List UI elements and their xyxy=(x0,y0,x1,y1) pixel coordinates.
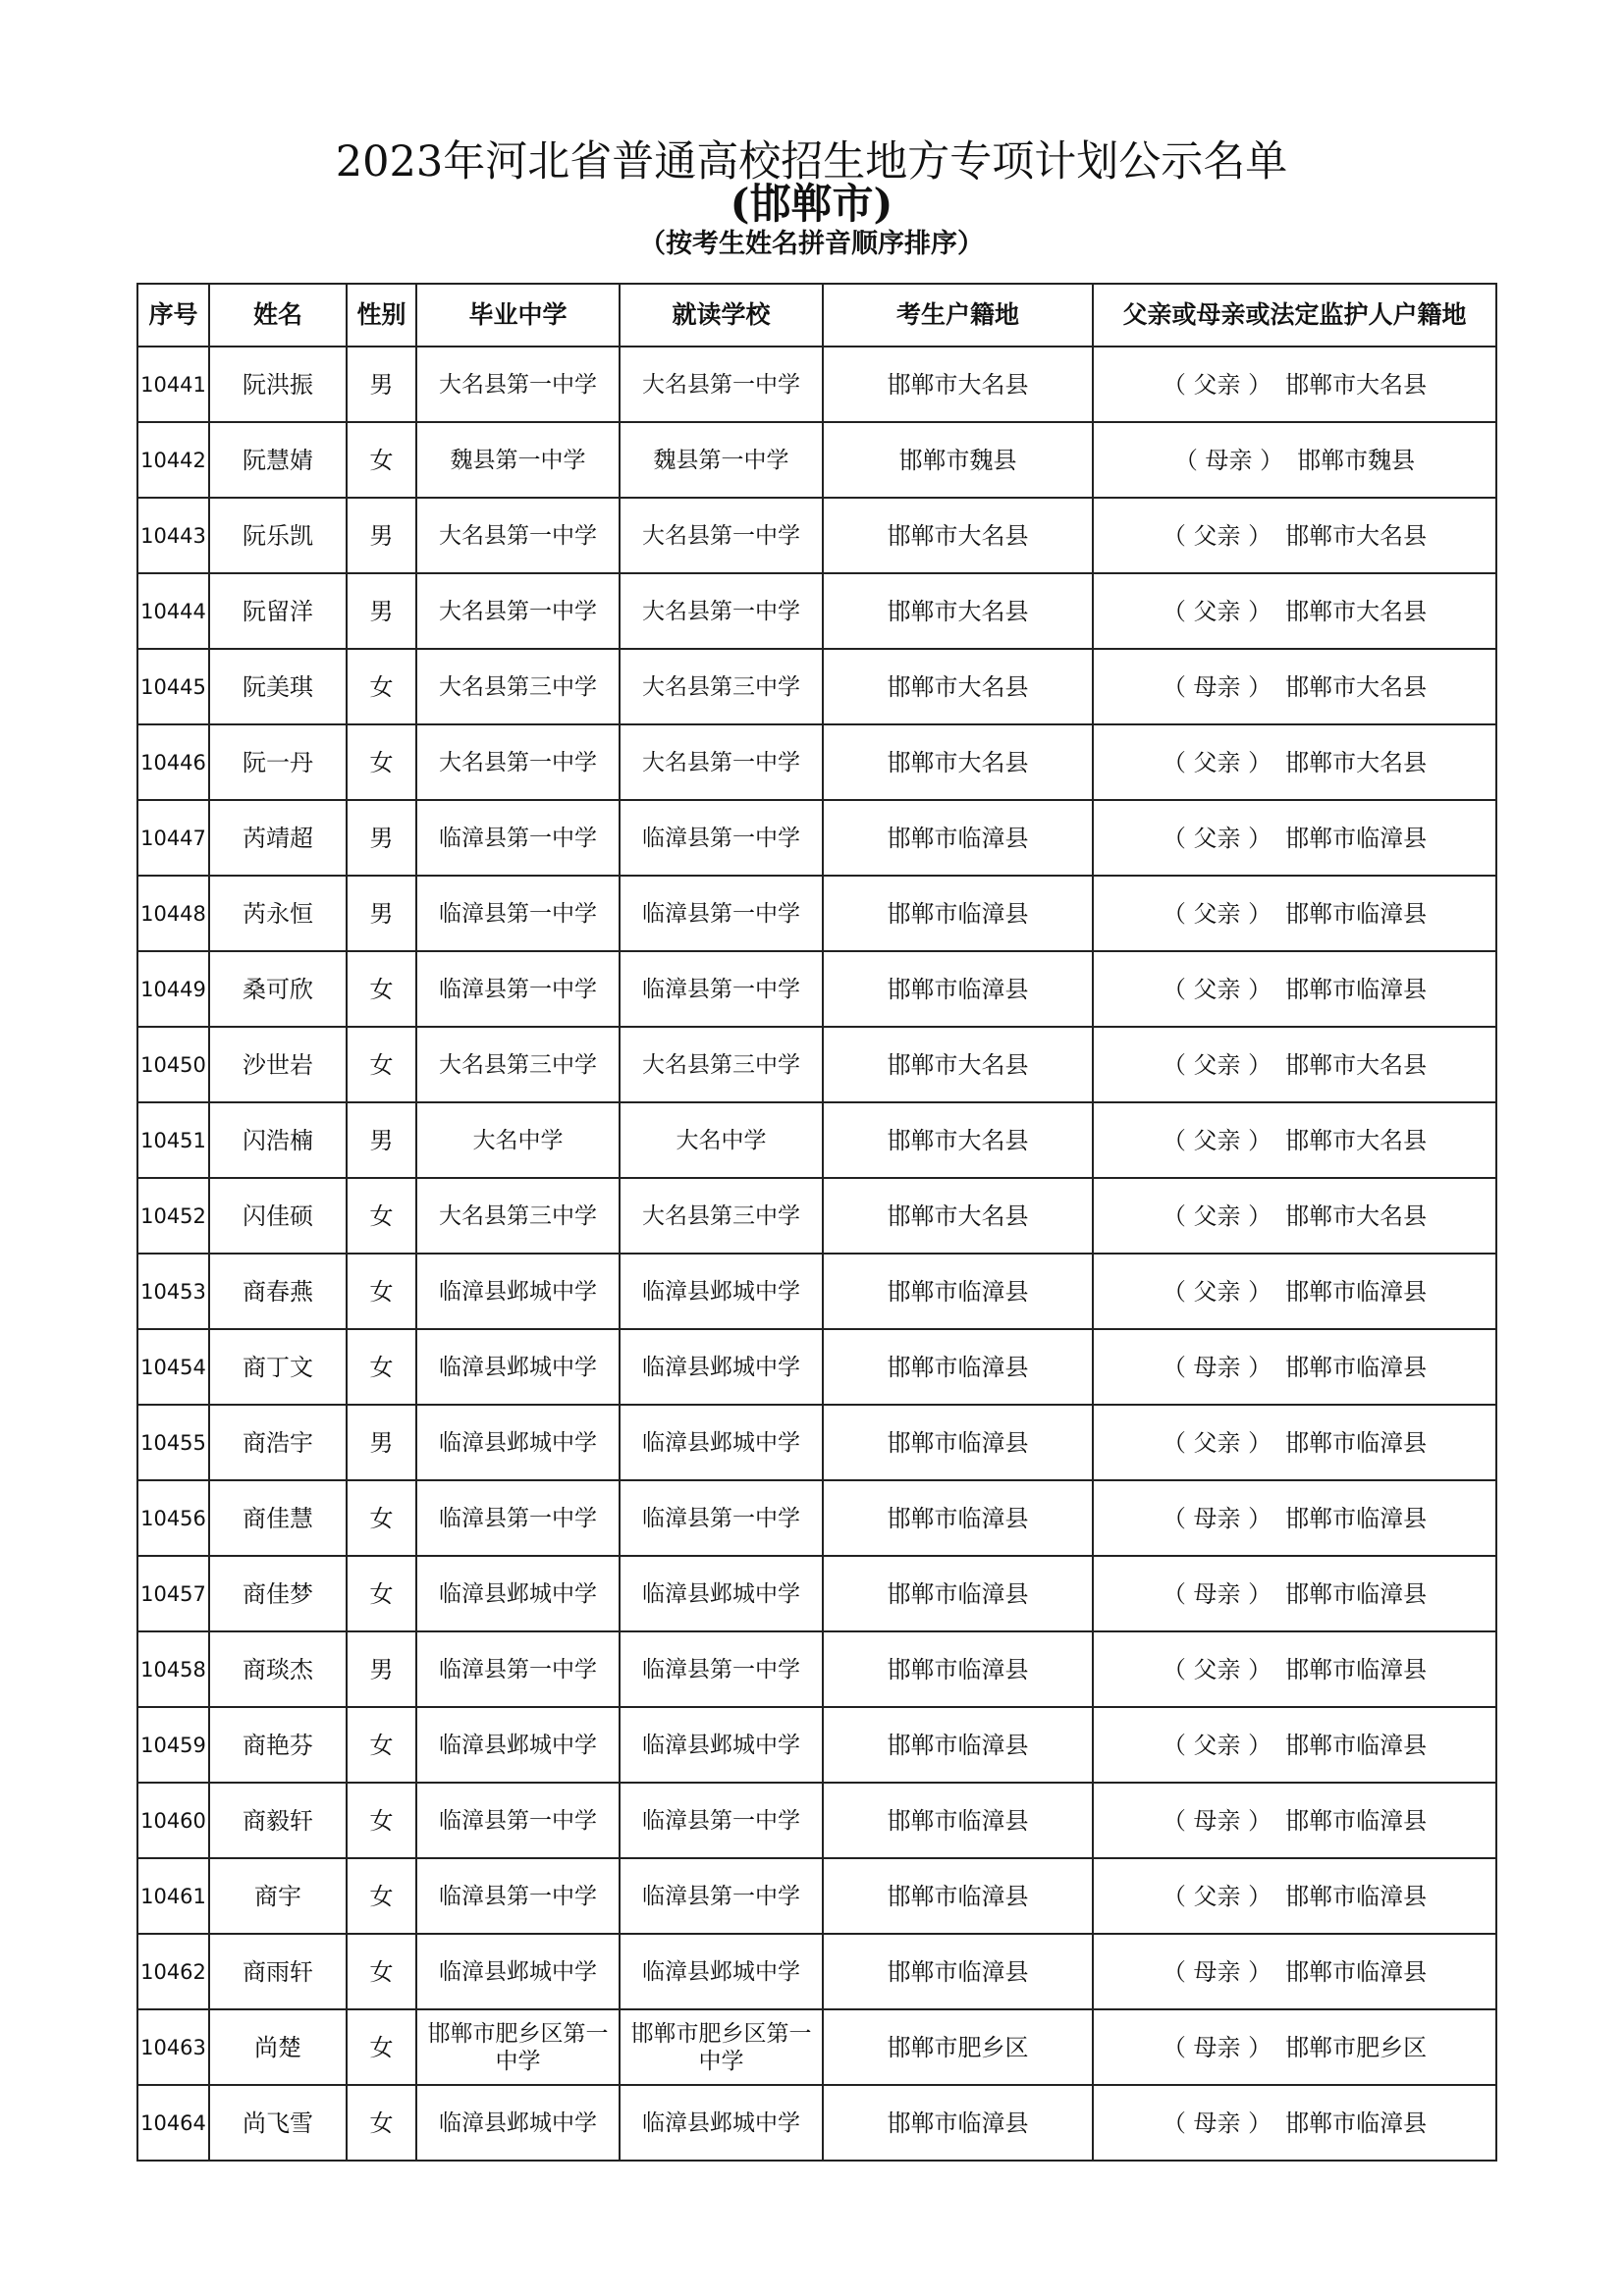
cell-student-name: 阮慧婧 xyxy=(209,422,347,498)
cell-current-school: 临漳县第一中学 xyxy=(620,951,823,1027)
cell-serial-number: 10441 xyxy=(137,347,209,422)
table-body xyxy=(137,347,1496,2161)
guardian-relation: （ 母亲 ） xyxy=(1162,2033,1272,2061)
cell-current-school: 临漳县第一中学 xyxy=(620,1480,823,1556)
guardian-relation: （ 母亲 ） xyxy=(1162,1806,1272,1835)
column-header-gender: 性别 xyxy=(347,284,416,347)
table-header xyxy=(137,284,1496,347)
table-row xyxy=(137,1556,1496,1631)
cell-student-hukou: 邯郸市临漳县 xyxy=(823,1480,1093,1556)
cell-guardian-hukou xyxy=(1093,422,1496,498)
guardian-location: 邯郸市大名县 xyxy=(1285,521,1428,550)
cell-serial-number: 10456 xyxy=(137,1480,209,1556)
cell-serial-number: 10458 xyxy=(137,1631,209,1707)
cell-graduated-school: 临漳县第一中学 xyxy=(416,876,620,951)
guardian-location: 邯郸市肥乡区 xyxy=(1285,2033,1428,2061)
guardian-location: 邯郸市大名县 xyxy=(1285,597,1428,625)
guardian-relation: （ 父亲 ） xyxy=(1162,899,1272,928)
header-row xyxy=(137,284,1496,347)
cell-current-school: 临漳县邺城中学 xyxy=(620,1405,823,1480)
cell-student-name: 商浩宇 xyxy=(209,1405,347,1480)
cell-current-school: 大名县第一中学 xyxy=(620,573,823,649)
cell-guardian-hukou xyxy=(1093,1254,1496,1329)
cell-guardian-hukou xyxy=(1093,724,1496,800)
cell-gender: 女 xyxy=(347,1556,416,1631)
cell-current-school: 大名县第三中学 xyxy=(620,1178,823,1254)
cell-student-name: 商雨轩 xyxy=(209,1934,347,2009)
cell-graduated-school: 邯郸市肥乡区第一中学 xyxy=(416,2009,620,2085)
guardian-relation: （ 父亲 ） xyxy=(1162,370,1272,399)
table-row xyxy=(137,1329,1496,1405)
cell-student-hukou: 邯郸市大名县 xyxy=(823,1102,1093,1178)
cell-student-hukou: 邯郸市临漳县 xyxy=(823,1783,1093,1858)
cell-current-school: 临漳县第一中学 xyxy=(620,1858,823,1934)
cell-serial-number: 10451 xyxy=(137,1102,209,1178)
table-row xyxy=(137,1783,1496,1858)
table-row xyxy=(137,573,1496,649)
cell-student-hukou: 邯郸市临漳县 xyxy=(823,1934,1093,2009)
guardian-location: 邯郸市临漳县 xyxy=(1285,899,1428,928)
cell-serial-number: 10452 xyxy=(137,1178,209,1254)
cell-current-school: 临漳县第一中学 xyxy=(620,876,823,951)
cell-gender: 女 xyxy=(347,1178,416,1254)
cell-guardian-hukou xyxy=(1093,1858,1496,1934)
sort-note: （按考生姓名拼音顺序排序） xyxy=(639,229,984,259)
guardian-location: 邯郸市临漳县 xyxy=(1285,1731,1428,1759)
table-row xyxy=(137,1707,1496,1783)
guardian-relation: （ 母亲 ） xyxy=(1162,672,1272,701)
column-header-no: 序号 xyxy=(137,284,209,347)
cell-guardian-hukou xyxy=(1093,1329,1496,1405)
cell-guardian-hukou xyxy=(1093,1480,1496,1556)
cell-current-school: 魏县第一中学 xyxy=(620,422,823,498)
table-row xyxy=(137,1178,1496,1254)
cell-serial-number: 10463 xyxy=(137,2009,209,2085)
cell-graduated-school: 大名县第一中学 xyxy=(416,498,620,573)
cell-student-hukou: 邯郸市大名县 xyxy=(823,347,1093,422)
cell-graduated-school: 大名县第三中学 xyxy=(416,649,620,724)
cell-graduated-school: 大名中学 xyxy=(416,1102,620,1178)
table-row xyxy=(137,1858,1496,1934)
cell-current-school: 临漳县邺城中学 xyxy=(620,1329,823,1405)
cell-student-hukou: 邯郸市临漳县 xyxy=(823,1405,1093,1480)
guardian-location: 邯郸市临漳县 xyxy=(1285,1579,1428,1608)
cell-gender: 女 xyxy=(347,1707,416,1783)
cell-student-name: 闪佳硕 xyxy=(209,1178,347,1254)
cell-gender: 女 xyxy=(347,1027,416,1102)
cell-gender: 女 xyxy=(347,2085,416,2161)
cell-serial-number: 10443 xyxy=(137,498,209,573)
cell-student-hukou: 邯郸市大名县 xyxy=(823,649,1093,724)
guardian-relation: （ 父亲 ） xyxy=(1162,1731,1272,1759)
table-row xyxy=(137,649,1496,724)
guardian-location: 邯郸市临漳县 xyxy=(1285,1882,1428,1910)
guardian-relation: （ 父亲 ） xyxy=(1162,1201,1272,1230)
cell-current-school: 临漳县邺城中学 xyxy=(620,1707,823,1783)
cell-student-hukou: 邯郸市大名县 xyxy=(823,498,1093,573)
cell-serial-number: 10446 xyxy=(137,724,209,800)
table-row xyxy=(137,422,1496,498)
column-header-current-school: 就读学校 xyxy=(620,284,823,347)
cell-student-name: 商佳慧 xyxy=(209,1480,347,1556)
cell-gender: 女 xyxy=(347,1480,416,1556)
guardian-relation: （ 母亲 ） xyxy=(1162,1957,1272,1986)
column-header-name: 姓名 xyxy=(209,284,347,347)
cell-gender: 男 xyxy=(347,498,416,573)
cell-serial-number: 10449 xyxy=(137,951,209,1027)
cell-student-name: 商丁文 xyxy=(209,1329,347,1405)
cell-graduated-school: 临漳县邺城中学 xyxy=(416,1329,620,1405)
cell-guardian-hukou xyxy=(1093,1102,1496,1178)
cell-gender: 女 xyxy=(347,724,416,800)
cell-graduated-school: 临漳县第一中学 xyxy=(416,1783,620,1858)
cell-guardian-hukou xyxy=(1093,2085,1496,2161)
guardian-relation: （ 父亲 ） xyxy=(1162,1428,1272,1457)
guardian-relation: （ 父亲 ） xyxy=(1162,748,1272,776)
cell-gender: 女 xyxy=(347,1329,416,1405)
cell-serial-number: 10453 xyxy=(137,1254,209,1329)
cell-guardian-hukou xyxy=(1093,1783,1496,1858)
cell-student-name: 芮靖超 xyxy=(209,800,347,876)
guardian-location: 邯郸市大名县 xyxy=(1285,370,1428,399)
cell-guardian-hukou xyxy=(1093,876,1496,951)
cell-guardian-hukou xyxy=(1093,1707,1496,1783)
cell-gender: 女 xyxy=(347,422,416,498)
cell-graduated-school: 临漳县邺城中学 xyxy=(416,1556,620,1631)
cell-student-hukou: 邯郸市临漳县 xyxy=(823,1858,1093,1934)
cell-student-name: 尚楚 xyxy=(209,2009,347,2085)
guardian-relation: （ 父亲 ） xyxy=(1162,824,1272,852)
cell-student-hukou: 邯郸市临漳县 xyxy=(823,1254,1093,1329)
cell-student-hukou: 邯郸市临漳县 xyxy=(823,800,1093,876)
cell-guardian-hukou xyxy=(1093,1027,1496,1102)
cell-serial-number: 10459 xyxy=(137,1707,209,1783)
guardian-location: 邯郸市大名县 xyxy=(1285,748,1428,776)
column-header-hukou: 考生户籍地 xyxy=(823,284,1093,347)
cell-serial-number: 10457 xyxy=(137,1556,209,1631)
cell-gender: 男 xyxy=(347,1405,416,1480)
cell-gender: 男 xyxy=(347,876,416,951)
cell-gender: 男 xyxy=(347,1631,416,1707)
table-row xyxy=(137,800,1496,876)
cell-graduated-school: 大名县第一中学 xyxy=(416,573,620,649)
guardian-relation: （ 父亲 ） xyxy=(1162,521,1272,550)
cell-student-hukou: 邯郸市临漳县 xyxy=(823,1329,1093,1405)
cell-current-school: 大名县第一中学 xyxy=(620,347,823,422)
guardian-location: 邯郸市临漳县 xyxy=(1285,1655,1428,1683)
guardian-location: 邯郸市临漳县 xyxy=(1285,975,1428,1003)
guardian-relation: （ 父亲 ） xyxy=(1162,1050,1272,1079)
table-row xyxy=(137,2009,1496,2085)
table-row xyxy=(137,1631,1496,1707)
guardian-relation: （ 父亲 ） xyxy=(1162,1126,1272,1154)
cell-serial-number: 10445 xyxy=(137,649,209,724)
cell-graduated-school: 临漳县第一中学 xyxy=(416,800,620,876)
cell-gender: 女 xyxy=(347,1858,416,1934)
cell-graduated-school: 大名县第一中学 xyxy=(416,724,620,800)
cell-graduated-school: 临漳县第一中学 xyxy=(416,951,620,1027)
table-row xyxy=(137,1934,1496,2009)
cell-student-name: 桑可欣 xyxy=(209,951,347,1027)
guardian-relation: （ 母亲 ） xyxy=(1162,1353,1272,1381)
cell-guardian-hukou xyxy=(1093,951,1496,1027)
cell-serial-number: 10442 xyxy=(137,422,209,498)
cell-current-school: 临漳县邺城中学 xyxy=(620,1556,823,1631)
cell-serial-number: 10454 xyxy=(137,1329,209,1405)
cell-graduated-school: 临漳县第一中学 xyxy=(416,1480,620,1556)
cell-current-school: 大名县第三中学 xyxy=(620,649,823,724)
cell-serial-number: 10444 xyxy=(137,573,209,649)
table-row xyxy=(137,1102,1496,1178)
cell-student-hukou: 邯郸市大名县 xyxy=(823,1027,1093,1102)
table-row xyxy=(137,2085,1496,2161)
cell-student-name: 阮乐凯 xyxy=(209,498,347,573)
guardian-location: 邯郸市临漳县 xyxy=(1285,1957,1428,1986)
cell-student-name: 芮永恒 xyxy=(209,876,347,951)
guardian-location: 邯郸市临漳县 xyxy=(1285,824,1428,852)
cell-guardian-hukou xyxy=(1093,2009,1496,2085)
table-row xyxy=(137,724,1496,800)
table-row xyxy=(137,1405,1496,1480)
cell-student-name: 尚飞雪 xyxy=(209,2085,347,2161)
cell-current-school: 大名县第一中学 xyxy=(620,724,823,800)
cell-graduated-school: 临漳县第一中学 xyxy=(416,1631,620,1707)
cell-gender: 男 xyxy=(347,1102,416,1178)
cell-gender: 女 xyxy=(347,951,416,1027)
cell-current-school: 大名中学 xyxy=(620,1102,823,1178)
guardian-location: 邯郸市临漳县 xyxy=(1285,2109,1428,2137)
cell-student-name: 商艳芬 xyxy=(209,1707,347,1783)
cell-student-hukou: 邯郸市临漳县 xyxy=(823,951,1093,1027)
cell-current-school: 大名县第一中学 xyxy=(620,498,823,573)
guardian-location: 邯郸市临漳县 xyxy=(1285,1504,1428,1532)
cell-gender: 女 xyxy=(347,1934,416,2009)
cell-graduated-school: 大名县第一中学 xyxy=(416,347,620,422)
cell-graduated-school: 临漳县第一中学 xyxy=(416,1858,620,1934)
cell-serial-number: 10462 xyxy=(137,1934,209,2009)
cell-current-school: 临漳县第一中学 xyxy=(620,800,823,876)
cell-student-name: 商春燕 xyxy=(209,1254,347,1329)
cell-student-hukou: 邯郸市大名县 xyxy=(823,724,1093,800)
guardian-relation: （ 父亲 ） xyxy=(1162,1882,1272,1910)
cell-current-school: 大名县第三中学 xyxy=(620,1027,823,1102)
cell-student-hukou: 邯郸市大名县 xyxy=(823,1178,1093,1254)
cell-current-school: 邯郸市肥乡区第一中学 xyxy=(620,2009,823,2085)
cell-guardian-hukou xyxy=(1093,347,1496,422)
cell-student-hukou: 邯郸市临漳县 xyxy=(823,1556,1093,1631)
cell-guardian-hukou xyxy=(1093,1934,1496,2009)
cell-current-school: 临漳县邺城中学 xyxy=(620,1934,823,2009)
guardian-relation: （ 母亲 ） xyxy=(1173,446,1284,474)
cell-guardian-hukou xyxy=(1093,1556,1496,1631)
guardian-relation: （ 父亲 ） xyxy=(1162,1655,1272,1683)
cell-gender: 女 xyxy=(347,1254,416,1329)
cell-student-name: 阮洪振 xyxy=(209,347,347,422)
table-row xyxy=(137,1027,1496,1102)
cell-gender: 女 xyxy=(347,2009,416,2085)
table-row xyxy=(137,1254,1496,1329)
cell-serial-number: 10450 xyxy=(137,1027,209,1102)
cell-student-hukou: 邯郸市肥乡区 xyxy=(823,2009,1093,2085)
cell-gender: 女 xyxy=(347,1783,416,1858)
page-title: 2023年河北省普通高校招生地方专项计划公示名单 xyxy=(335,137,1288,187)
cell-guardian-hukou xyxy=(1093,498,1496,573)
cell-student-name: 阮留洋 xyxy=(209,573,347,649)
cell-gender: 男 xyxy=(347,347,416,422)
cell-student-hukou: 邯郸市临漳县 xyxy=(823,876,1093,951)
cell-gender: 男 xyxy=(347,800,416,876)
cell-serial-number: 10447 xyxy=(137,800,209,876)
column-header-graduated-school: 毕业中学 xyxy=(416,284,620,347)
cell-student-hukou: 邯郸市临漳县 xyxy=(823,1707,1093,1783)
cell-student-name: 闪浩楠 xyxy=(209,1102,347,1178)
cell-graduated-school: 临漳县邺城中学 xyxy=(416,1254,620,1329)
guardian-relation: （ 母亲 ） xyxy=(1162,1579,1272,1608)
guardian-location: 邯郸市临漳县 xyxy=(1285,1353,1428,1381)
guardian-location: 邯郸市大名县 xyxy=(1285,1050,1428,1079)
guardian-location: 邯郸市大名县 xyxy=(1285,672,1428,701)
cell-current-school: 临漳县邺城中学 xyxy=(620,1254,823,1329)
cell-guardian-hukou xyxy=(1093,800,1496,876)
cell-serial-number: 10461 xyxy=(137,1858,209,1934)
roster-table xyxy=(136,283,1497,2162)
guardian-location: 邯郸市大名县 xyxy=(1285,1201,1428,1230)
cell-graduated-school: 临漳县邺城中学 xyxy=(416,2085,620,2161)
table-row xyxy=(137,347,1496,422)
guardian-location: 邯郸市临漳县 xyxy=(1285,1277,1428,1306)
city-subtitle: (邯郸市) xyxy=(730,180,893,228)
guardian-location: 邯郸市魏县 xyxy=(1297,446,1416,474)
cell-serial-number: 10455 xyxy=(137,1405,209,1480)
cell-guardian-hukou xyxy=(1093,1631,1496,1707)
cell-graduated-school: 大名县第三中学 xyxy=(416,1178,620,1254)
cell-graduated-school: 大名县第三中学 xyxy=(416,1027,620,1102)
guardian-location: 邯郸市临漳县 xyxy=(1285,1806,1428,1835)
cell-student-hukou: 邯郸市临漳县 xyxy=(823,2085,1093,2161)
guardian-relation: （ 母亲 ） xyxy=(1162,1504,1272,1532)
table-row xyxy=(137,498,1496,573)
cell-serial-number: 10464 xyxy=(137,2085,209,2161)
cell-student-name: 阮美琪 xyxy=(209,649,347,724)
cell-current-school: 临漳县第一中学 xyxy=(620,1631,823,1707)
cell-student-name: 阮一丹 xyxy=(209,724,347,800)
table-row xyxy=(137,951,1496,1027)
cell-serial-number: 10448 xyxy=(137,876,209,951)
guardian-location: 邯郸市临漳县 xyxy=(1285,1428,1428,1457)
cell-student-name: 商毅轩 xyxy=(209,1783,347,1858)
cell-student-hukou: 邯郸市大名县 xyxy=(823,573,1093,649)
cell-graduated-school: 临漳县邺城中学 xyxy=(416,1707,620,1783)
cell-student-name: 商宇 xyxy=(209,1858,347,1934)
cell-student-name: 商琰杰 xyxy=(209,1631,347,1707)
column-header-guardian-hukou: 父亲或母亲或法定监护人户籍地 xyxy=(1093,284,1496,347)
cell-gender: 男 xyxy=(347,573,416,649)
table-row xyxy=(137,876,1496,951)
cell-graduated-school: 魏县第一中学 xyxy=(416,422,620,498)
guardian-relation: （ 父亲 ） xyxy=(1162,975,1272,1003)
cell-student-name: 沙世岩 xyxy=(209,1027,347,1102)
cell-guardian-hukou xyxy=(1093,649,1496,724)
guardian-relation: （ 父亲 ） xyxy=(1162,1277,1272,1306)
guardian-location: 邯郸市大名县 xyxy=(1285,1126,1428,1154)
table-row xyxy=(137,1480,1496,1556)
cell-student-name: 商佳梦 xyxy=(209,1556,347,1631)
guardian-relation: （ 母亲 ） xyxy=(1162,2109,1272,2137)
cell-guardian-hukou xyxy=(1093,573,1496,649)
cell-graduated-school: 临漳县邺城中学 xyxy=(416,1405,620,1480)
cell-current-school: 临漳县第一中学 xyxy=(620,1783,823,1858)
cell-graduated-school: 临漳县邺城中学 xyxy=(416,1934,620,2009)
cell-current-school: 临漳县邺城中学 xyxy=(620,2085,823,2161)
cell-guardian-hukou xyxy=(1093,1178,1496,1254)
cell-student-hukou: 邯郸市魏县 xyxy=(823,422,1093,498)
cell-guardian-hukou xyxy=(1093,1405,1496,1480)
guardian-relation: （ 父亲 ） xyxy=(1162,597,1272,625)
cell-gender: 女 xyxy=(347,649,416,724)
cell-student-hukou: 邯郸市临漳县 xyxy=(823,1631,1093,1707)
cell-serial-number: 10460 xyxy=(137,1783,209,1858)
